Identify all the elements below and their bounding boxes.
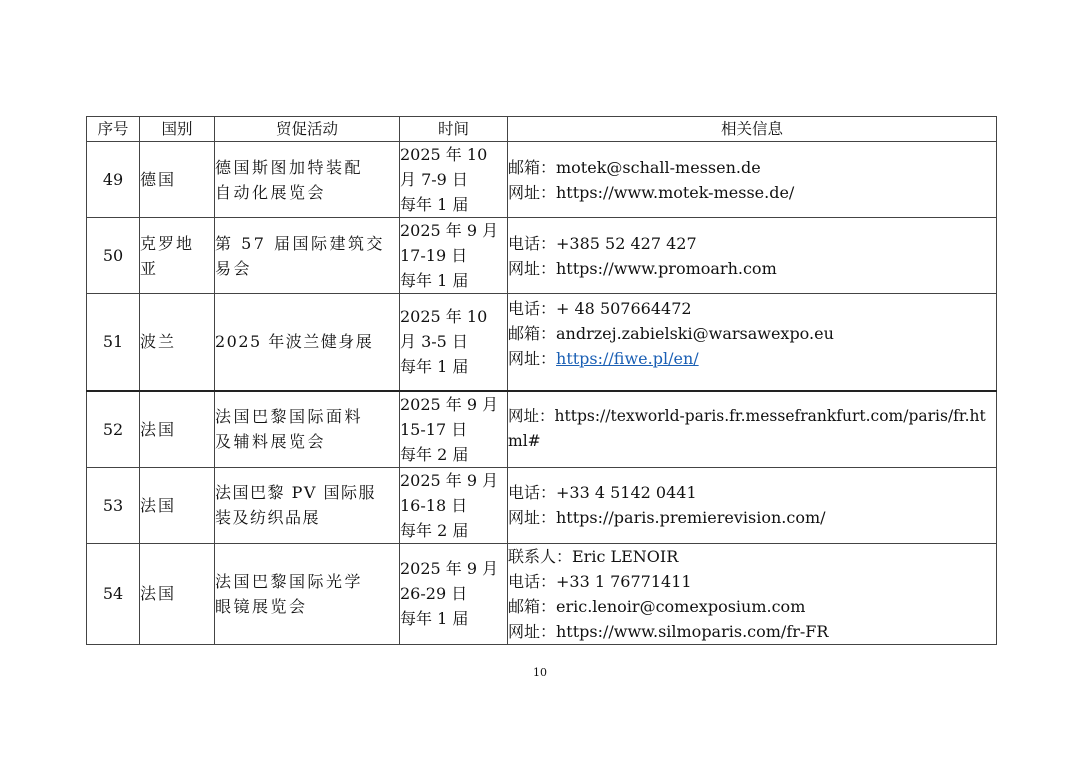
row-time — [400, 142, 508, 218]
time-text: 2025 年 10 — [400, 307, 488, 327]
activity-text: 眼镜展览会 — [215, 596, 308, 616]
header-no: 序号 — [87, 117, 140, 142]
country-text: 波兰 — [140, 332, 177, 352]
table-row — [87, 391, 997, 468]
info-website: 网址：https://www.promoarh.com — [508, 258, 777, 278]
row-number: 52 — [87, 391, 140, 468]
activity-text: 及辅料展览会 — [215, 432, 327, 451]
info-website-label: 网址： — [508, 349, 557, 368]
table-row — [87, 294, 997, 391]
row-number: 54 — [87, 543, 140, 644]
page-number: 10 — [533, 666, 547, 679]
row-activity — [215, 467, 400, 543]
activity-text: 第 57 届国际建筑交 — [215, 233, 386, 253]
table-header-row — [87, 117, 997, 142]
activity-text: 自动化展览会 — [215, 182, 327, 202]
info-website: 网址：https://www.silmoparis.com/fr-FR — [508, 621, 829, 641]
time-text: 2025 年 9 月 — [400, 559, 499, 578]
time-text: 2025 年 9 月 — [400, 394, 499, 414]
activity-text: 法国巴黎国际面料 — [215, 407, 364, 426]
time-text: 每年 2 届 — [400, 444, 469, 464]
info-contact: 联系人：Eric LENOIR — [508, 546, 679, 566]
time-text: 17-19 日 — [400, 246, 468, 265]
row-country — [140, 467, 215, 543]
row-activity — [215, 543, 400, 644]
info-phone: 电话：+33 1 76771411 — [508, 571, 692, 591]
time-text: 26-29 日 — [400, 584, 468, 603]
row-info — [508, 218, 997, 294]
time-text: 每年 1 届 — [400, 271, 469, 290]
info-website: 网址：https://www.motek-messe.de/ — [508, 182, 795, 202]
row-time — [400, 543, 508, 644]
info-website: 网址：https://texworld-paris.fr.messefrankfurt.com/paris/fr.html# — [508, 407, 986, 450]
time-text: 15-17 日 — [400, 419, 468, 439]
activity-text: 德国斯图加特装配 — [215, 157, 364, 177]
row-time — [400, 467, 508, 543]
row-info — [508, 391, 997, 468]
header-activity: 贸促活动 — [215, 117, 400, 142]
row-time — [400, 294, 508, 391]
row-activity — [215, 142, 400, 218]
info-email: 邮箱：eric.lenoir@comexposium.com — [508, 596, 806, 616]
header-country: 国别 — [140, 117, 215, 142]
row-time — [400, 391, 508, 468]
time-text: 2025 年 9 月 — [400, 221, 499, 240]
activity-text: 法国巴黎 PV 国际服 — [215, 483, 376, 502]
header-time: 时间 — [400, 117, 508, 142]
time-text: 2025 年 10 — [400, 145, 488, 164]
table-row — [87, 467, 997, 543]
table-row — [87, 142, 997, 218]
row-info — [508, 142, 997, 218]
row-country — [140, 218, 215, 294]
table-row — [87, 218, 997, 294]
row-number: 50 — [87, 218, 140, 294]
info-phone: 电话：+385 52 427 427 — [508, 233, 697, 253]
time-text: 每年 1 届 — [400, 357, 469, 377]
info-phone: 电话：+33 4 5142 0441 — [508, 483, 697, 502]
row-info — [508, 294, 997, 391]
country-text: 克罗地 — [140, 233, 195, 253]
time-text: 月 7-9 日 — [400, 170, 468, 189]
activity-text: 2025 年波兰健身展 — [215, 332, 374, 352]
row-number: 53 — [87, 467, 140, 543]
country-text: 法国 — [140, 419, 177, 439]
row-country — [140, 543, 215, 644]
row-number: 49 — [87, 142, 140, 218]
info-phone: 电话：+ 48 507664472 — [508, 299, 692, 318]
info-email: 邮箱：andrzej.zabielski@warsawexpo.eu — [508, 324, 834, 343]
row-info — [508, 543, 997, 644]
time-text: 每年 1 届 — [400, 609, 469, 628]
row-activity — [215, 294, 400, 391]
country-text: 亚 — [140, 258, 159, 278]
table-row — [87, 543, 997, 644]
row-time — [400, 218, 508, 294]
trade-fair-table — [86, 116, 997, 645]
row-country — [140, 142, 215, 218]
info-website: 网址：https://paris.premierevision.com/ — [508, 508, 826, 527]
country-text: 法国 — [140, 584, 177, 603]
row-info — [508, 467, 997, 543]
time-text: 每年 2 届 — [400, 520, 469, 540]
row-country — [140, 391, 215, 468]
time-text: 16-18 日 — [400, 495, 468, 515]
info-website — [508, 346, 996, 371]
header-info: 相关信息 — [508, 117, 997, 142]
row-activity — [215, 391, 400, 468]
time-text: 月 3-5 日 — [400, 332, 468, 352]
country-text: 法国 — [140, 495, 177, 515]
row-country — [140, 294, 215, 391]
activity-text: 装及纺织品展 — [215, 508, 321, 527]
country-text: 德国 — [140, 170, 177, 189]
activity-text: 易会 — [215, 258, 253, 278]
time-text: 2025 年 9 月 — [400, 470, 499, 490]
time-text: 每年 1 届 — [400, 195, 469, 214]
row-number: 51 — [87, 294, 140, 391]
info-email: 邮箱：motek@schall-messen.de — [508, 157, 761, 177]
activity-text: 法国巴黎国际光学 — [215, 571, 364, 591]
row-activity — [215, 218, 400, 294]
website-link[interactable]: https://fiwe.pl/en/ — [556, 349, 699, 368]
